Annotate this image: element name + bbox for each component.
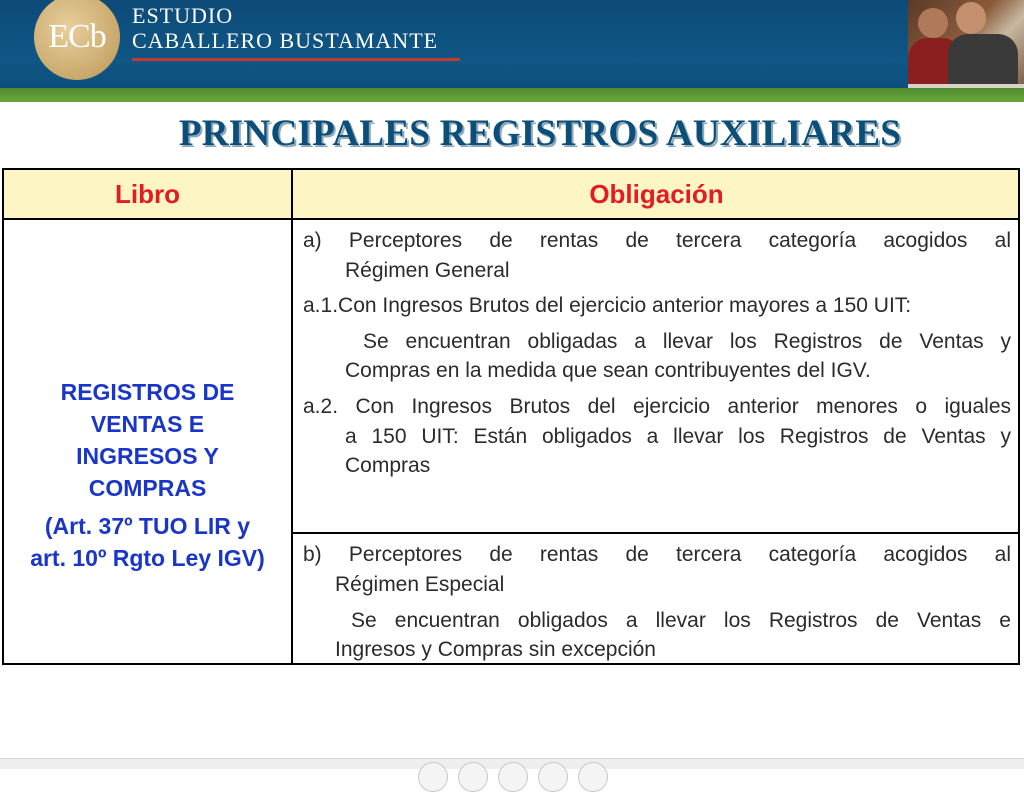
header-libro: Libro — [4, 170, 293, 218]
a1-line3: Compras en la medida que sean contribuyentes del IGV. — [345, 359, 871, 382]
obligacion-cell-b — [293, 534, 1020, 663]
header-obligacion: Obligación — [589, 178, 724, 209]
obligacion-cell-a — [293, 220, 1020, 534]
nav-last-button[interactable] — [578, 762, 608, 792]
libro-ref-line: (Art. 37º TUO LIR y — [44, 513, 251, 539]
nav-first-button[interactable] — [418, 762, 448, 792]
registros-table — [2, 168, 1020, 665]
b-line3: Se encuentran obligados a llevar los Registros de Ventas e — [351, 609, 1011, 632]
libro-name — [4, 376, 291, 574]
libro-cell — [4, 220, 293, 663]
logo-text: ECb — [48, 18, 106, 55]
a2-line1: a.2. Con Ingresos Brutos del ejercicio anterior menores o iguales — [303, 395, 1011, 418]
ecb-logo — [34, 0, 120, 80]
libro-line: COMPRAS — [88, 475, 207, 501]
b-line4: Ingresos y Compras sin excepción — [335, 638, 656, 661]
brand-line-2: CABALLERO BUSTAMANTE — [132, 28, 439, 53]
libro-line: REGISTROS DE — [60, 379, 235, 405]
b-line2: Régimen Especial — [335, 573, 505, 596]
nav-prev-button[interactable] — [458, 762, 488, 792]
libro-ref-line: art. 10º Rgto Ley IGV) — [30, 545, 265, 571]
slide-title: PRINCIPALES REGISTROS AUXILIARES — [178, 113, 902, 154]
a-line2: Régimen General — [345, 259, 510, 282]
libro-line: INGRESOS Y — [76, 443, 219, 469]
table-header — [4, 170, 1018, 220]
nav-next-button[interactable] — [538, 762, 568, 792]
header-green-band — [0, 88, 1024, 102]
a1-line1: a.1.Con Ingresos Brutos del ejercicio anterior mayores a 150 UIT: — [303, 294, 912, 317]
a2-line2: a 150 UIT: Están obligados a llevar los Registros de Ventas y — [345, 425, 1011, 448]
libro-reference — [4, 510, 291, 574]
b-line1: b) Perceptores de rentas de tercera categoría acogidos al — [303, 543, 1011, 566]
brand-line-1: ESTUDIO — [132, 3, 234, 28]
brand-underline — [132, 58, 460, 61]
header-banner — [0, 0, 1024, 102]
header-photo — [908, 0, 1024, 102]
brand-name — [132, 4, 438, 54]
a1-line2: Se encuentran obligadas a llevar los Registros de Ventas y — [363, 330, 1011, 353]
slide-nav-controls — [418, 762, 608, 772]
libro-line: VENTAS E — [90, 411, 205, 437]
nav-home-button[interactable] — [498, 762, 528, 792]
a-line1: a) Perceptores de rentas de tercera categoría acogidos al — [303, 229, 1011, 252]
a2-line3: Compras — [345, 454, 431, 477]
